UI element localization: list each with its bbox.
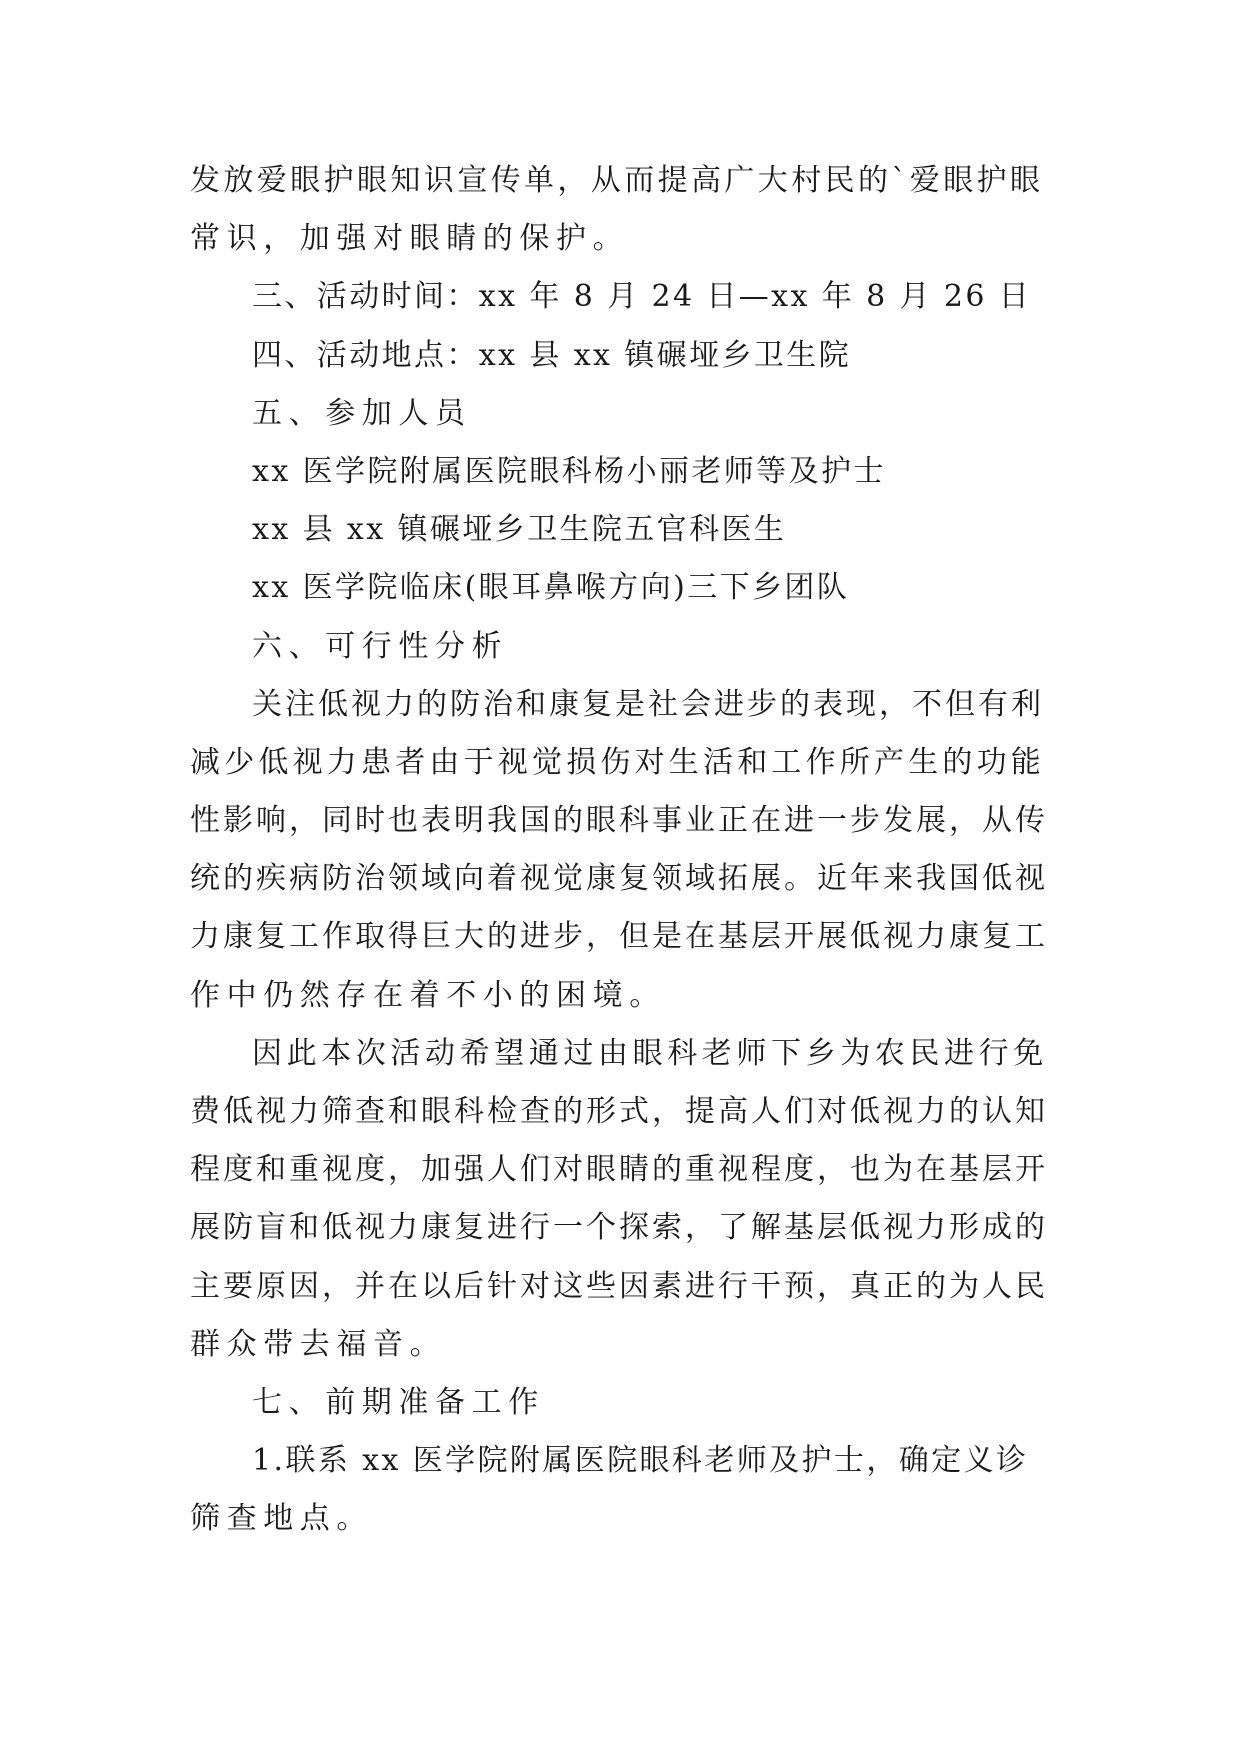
paragraph-line: 展防盲和低视力康复进行一个探索，了解基层低视力形成的 [190, 1210, 1048, 1246]
paragraph-line: 减少低视力患者由于视觉损伤对生活和工作所产生的功能 [190, 744, 1045, 780]
paragraph-line: 统的疾病防治领域向着视觉康复领域拓展。近年来我国低视 [190, 861, 1048, 897]
participant-item: xx 医学院附属医院眼科杨小丽老师等及护士 [252, 453, 886, 489]
document-body [190, 152, 1050, 1549]
paragraph-line: 程度和重视度，加强人们对眼睛的重视程度，也为在基层开 [190, 1152, 1048, 1188]
section-heading-feasibility: 六、可行性分析 [252, 628, 509, 664]
paragraph-line: 因此本次活动希望通过由眼科老师下乡为农民进行免 [252, 1035, 1048, 1071]
section-heading-activity-time: 三、活动时间：xx 年 8 月 24 日—xx 年 8 月 26 日 [252, 279, 1032, 315]
paragraph-line: 筛查地点。 [190, 1501, 373, 1537]
paragraph-line: 发放爱眼护眼知识宣传单，从而提高广大村民的`爱眼护眼 [190, 163, 1044, 198]
participant-item: xx 县 xx 镇碾垭乡卫生院五官科医生 [252, 512, 787, 548]
paragraph-line: 常识，加强对眼睛的保护。 [190, 221, 630, 257]
section-heading-participants: 五、参加人员 [252, 395, 472, 431]
preparation-item: 1.联系 xx 医学院附属医院眼科老师及护士，确定义诊 [252, 1443, 1029, 1479]
paragraph-line: 群众带去福音。 [190, 1326, 447, 1362]
section-heading-activity-location: 四、活动地点：xx 县 xx 镇碾垭乡卫生院 [252, 337, 852, 373]
paragraph-line: 主要原因，并在以后针对这些因素进行干预，真正的为人民 [190, 1268, 1048, 1304]
paragraph-line: 力康复工作取得巨大的进步，但是在基层开展低视力康复工 [190, 919, 1048, 955]
paragraph-line: 费低视力筛查和眼科检查的形式，提高人们对低视力的认知 [190, 1094, 1048, 1129]
paragraph-line: 性影响，同时也表明我国的眼科事业正在进一步发展，从传 [190, 803, 1048, 839]
section-heading-preparation: 七、前期准备工作 [252, 1384, 545, 1420]
paragraph-line: 关注低视力的防治和康复是社会进步的表现，不但有利 [252, 686, 1044, 722]
paragraph-line: 作中仍然存在着不小的困境。 [190, 977, 666, 1013]
participant-item: xx 医学院临床(眼耳鼻喉方向)三下乡团队 [252, 570, 850, 606]
